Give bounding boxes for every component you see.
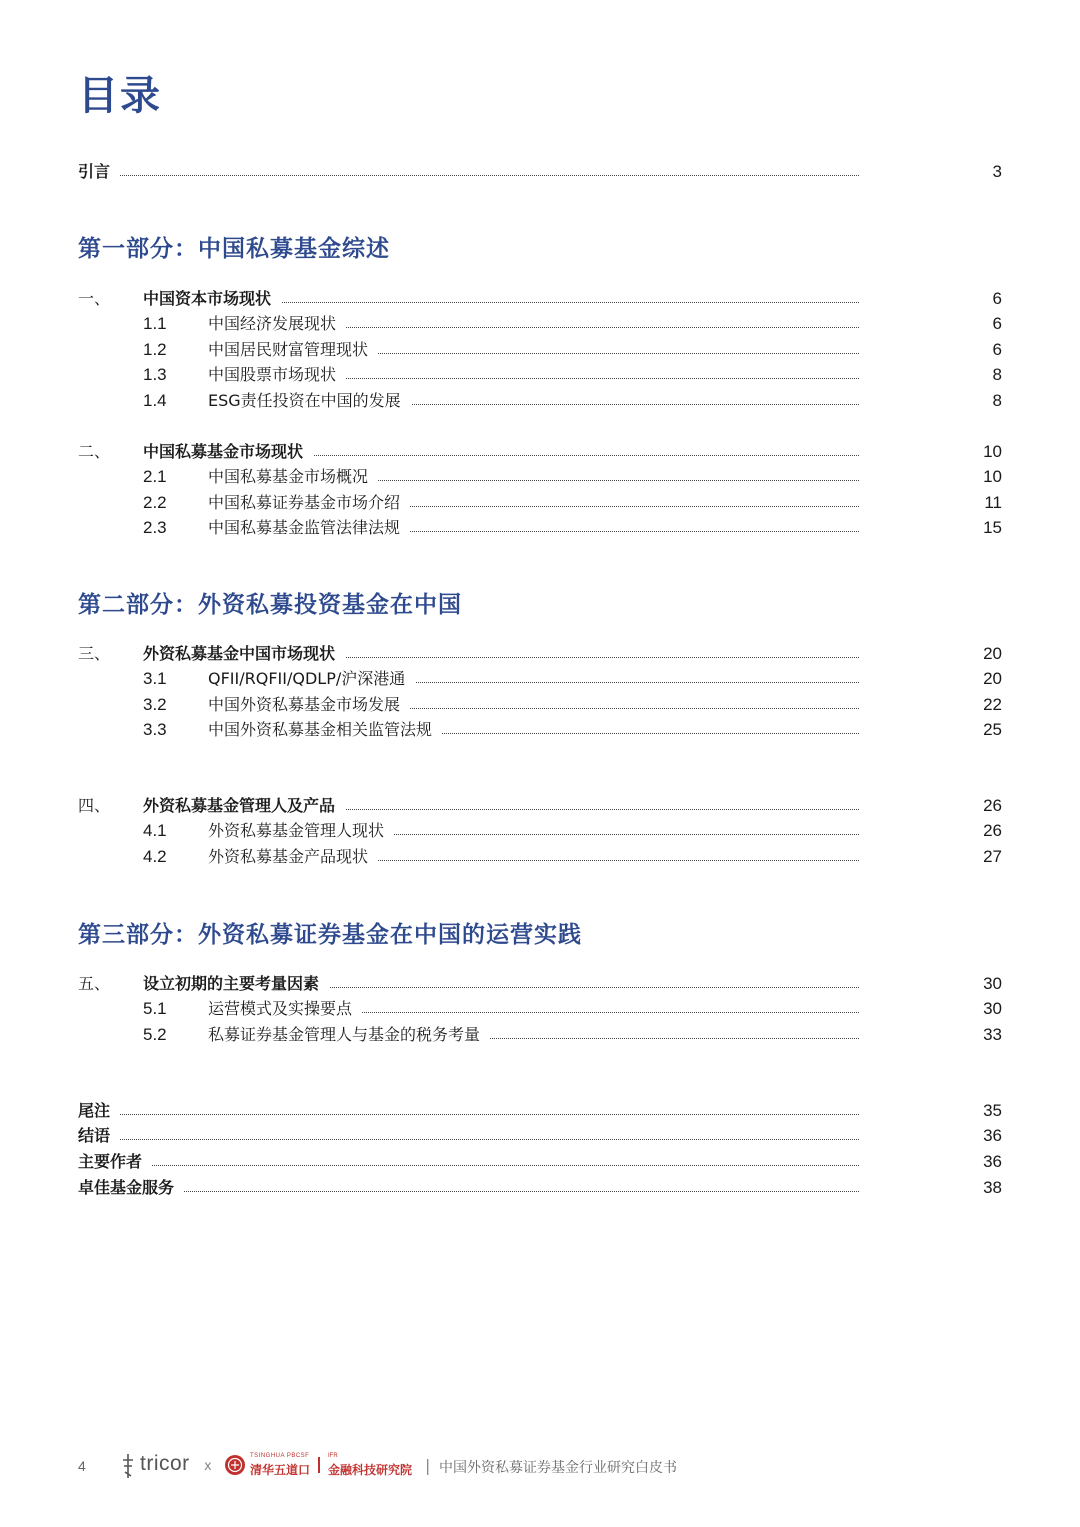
toc-entry-page: 36 [983, 1152, 1002, 1171]
toc-entry-number: 2.2 [143, 493, 167, 512]
toc-entry-title: 卓佳基金服务 [78, 1176, 184, 1200]
toc-entry-page: 26 [983, 821, 1002, 840]
toc-entry-title: ESG责任投资在中国的发展 [208, 389, 411, 413]
toc-entry-number: 5.1 [143, 999, 167, 1018]
toc-entry-title: 外资私募基金中国市场现状 [143, 642, 345, 666]
toc-entry-title: 中国外资私募基金市场发展 [208, 693, 410, 717]
logo-times-sign: x [204, 1459, 212, 1474]
toc-entry-page: 10 [983, 442, 1002, 461]
toc-entry-section[interactable] [0, 389, 1080, 413]
toc-entry-title: 引言 [78, 160, 120, 184]
toc-entry-title: 主要作者 [78, 1150, 152, 1174]
dot-leader [78, 175, 859, 176]
toc-entry-title: 中国股票市场现状 [208, 363, 346, 387]
toc-entry-page: 10 [983, 467, 1002, 486]
toc-entry-title: 尾注 [78, 1099, 120, 1123]
page-title: 目录 [78, 73, 162, 119]
toc-entry-number: 三、 [78, 644, 111, 663]
footer-document-title: 中国外资私募证券基金行业研究白皮书 [439, 1460, 677, 1476]
toc-entry-page: 6 [992, 314, 1002, 333]
toc-entry-number: 5.2 [143, 1025, 167, 1044]
part-heading[interactable]: 第二部分：外资私募投资基金在中国 [78, 592, 462, 618]
toc-entry-number: 3.3 [143, 720, 167, 739]
toc-entry-number: 2.3 [143, 518, 167, 537]
toc-entry-number: 3.2 [143, 695, 167, 714]
part-heading[interactable]: 第一部分：中国私募基金综述 [78, 236, 390, 262]
toc-entry-page: 35 [983, 1101, 1002, 1120]
toc-entry-page: 3 [992, 162, 1002, 181]
toc-entry-title: QFII/RQFII/QDLP/沪深港通 [208, 667, 415, 691]
toc-entry-title: 中国私募基金监管法律法规 [208, 516, 410, 540]
toc-entry-page: 27 [983, 847, 1002, 866]
toc-entry-section[interactable] [0, 845, 1080, 869]
toc-entry-title: 中国居民财富管理现状 [208, 338, 378, 362]
toc-entry-number: 1.4 [143, 391, 167, 410]
toc-entry-section[interactable] [0, 819, 1080, 843]
toc-entry-page: 36 [983, 1126, 1002, 1145]
toc-entry-title: 结语 [78, 1124, 120, 1148]
tricor-logo-mark-icon [120, 1452, 136, 1484]
toc-entry-number: 4.2 [143, 847, 167, 866]
toc-entry-closing[interactable] [0, 1124, 1080, 1148]
toc-entry-section[interactable] [0, 338, 1080, 362]
logo-divider [318, 1457, 320, 1473]
toc-entry-page: 15 [983, 518, 1002, 537]
toc-entry-section[interactable] [0, 516, 1080, 540]
toc-entry-number: 1.2 [143, 340, 167, 359]
toc-entry-page: 20 [983, 644, 1002, 663]
toc-entry-section[interactable] [0, 997, 1080, 1021]
toc-entry-page: 22 [983, 695, 1002, 714]
toc-entry-chapter[interactable] [0, 642, 1080, 666]
dot-leader [78, 1114, 859, 1115]
toc-entry-number: 一、 [78, 289, 111, 308]
toc-entry-title: 外资私募基金产品现状 [208, 845, 378, 869]
toc-entry-title: 外资私募基金管理人现状 [208, 819, 394, 843]
toc-entry-page: 25 [983, 720, 1002, 739]
toc-entry-section[interactable] [0, 693, 1080, 717]
toc-entry-number: 四、 [78, 796, 111, 815]
toc-entry-page: 38 [983, 1178, 1002, 1197]
toc-entry-title: 中国私募基金市场概况 [208, 465, 378, 489]
toc-entry-title: 外资私募基金管理人及产品 [143, 794, 345, 818]
toc-entry-title: 设立初期的主要考量因素 [143, 972, 329, 996]
tsinghua-seal-icon [224, 1454, 246, 1480]
toc-entry-section[interactable] [0, 491, 1080, 515]
toc-entry-page: 33 [983, 1025, 1002, 1044]
toc-entry-title: 中国经济发展现状 [208, 312, 346, 336]
toc-entry-section[interactable] [0, 1023, 1080, 1047]
toc-entry-number: 1.1 [143, 314, 167, 333]
toc-entry-number: 二、 [78, 442, 111, 461]
toc-entry-title: 私募证券基金管理人与基金的税务考量 [208, 1023, 490, 1047]
toc-entry-closing[interactable] [0, 1099, 1080, 1123]
toc-entry-chapter[interactable] [0, 794, 1080, 818]
toc-entry-page: 26 [983, 796, 1002, 815]
toc-entry-page: 8 [992, 365, 1002, 384]
toc-entry-section[interactable] [0, 667, 1080, 691]
toc-entry-title: 中国私募基金市场现状 [143, 440, 313, 464]
toc-entry-chapter[interactable] [0, 972, 1080, 996]
toc-entry-chapter[interactable] [0, 287, 1080, 311]
toc-entry-title: 运营模式及实操要点 [208, 997, 362, 1021]
dot-leader [78, 1139, 859, 1140]
toc-entry-number: 3.1 [143, 669, 167, 688]
toc-entry-page: 30 [983, 999, 1002, 1018]
toc-entry-page: 20 [983, 669, 1002, 688]
toc-entry-page: 11 [984, 493, 1002, 512]
toc-entry-number: 2.1 [143, 467, 167, 486]
tricor-logo: tricor [140, 1452, 190, 1475]
toc-entry-section[interactable] [0, 465, 1080, 489]
toc-entry-section[interactable] [0, 312, 1080, 336]
toc-entry-title: 中国外资私募基金相关监管法规 [208, 718, 442, 742]
footer-page-number: 4 [78, 1458, 86, 1474]
part-heading[interactable]: 第三部分：外资私募证券基金在中国的运营实践 [78, 922, 582, 948]
toc-entry-page: 6 [992, 340, 1002, 359]
tsinghua-logo: 清华五道口 [250, 1463, 311, 1477]
toc-entry-intro[interactable] [0, 160, 1080, 184]
toc-entry-title: 中国资本市场现状 [143, 287, 281, 311]
toc-entry-closing[interactable] [0, 1150, 1080, 1174]
toc-entry-number: 4.1 [143, 821, 167, 840]
tsinghua-logo-subtitle: TSINGHUA PBCSF [250, 1453, 310, 1459]
toc-entry-chapter[interactable] [0, 440, 1080, 464]
ifr-logo: 金融科技研究院 [328, 1463, 413, 1477]
toc-entry-title: 中国私募证券基金市场介绍 [208, 491, 410, 515]
toc-entry-page: 30 [983, 974, 1002, 993]
ifr-logo-subtitle: IFR [328, 1453, 338, 1459]
dot-leader [78, 1165, 859, 1166]
footer-separator: | [425, 1456, 431, 1475]
toc-entry-section[interactable] [0, 363, 1080, 387]
toc-entry-closing[interactable] [0, 1176, 1080, 1200]
toc-entry-number: 五、 [78, 974, 111, 993]
toc-entry-page: 8 [992, 391, 1002, 410]
toc-entry-number: 1.3 [143, 365, 167, 384]
toc-entry-page: 6 [992, 289, 1002, 308]
dot-leader [78, 1191, 859, 1192]
toc-entry-section[interactable] [0, 718, 1080, 742]
page-footer [78, 1452, 978, 1482]
